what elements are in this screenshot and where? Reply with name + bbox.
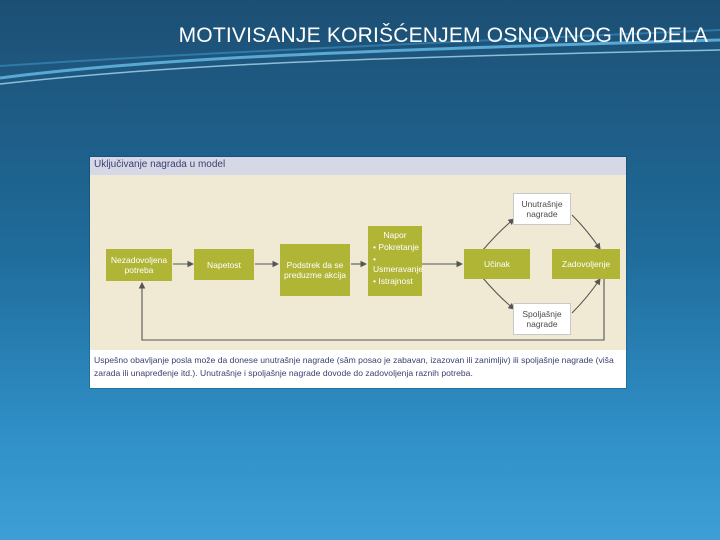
box-napor [368, 226, 422, 296]
napor-item: • Usmeravanje [368, 254, 423, 274]
model-figure [90, 157, 626, 388]
box-unutrasnje-nagrade: Unutrašnje nagrade [513, 193, 571, 225]
box-spoljasnje-nagrade: Spoljašnje nagrade [513, 303, 571, 335]
arrow-ucinak-unutrasnje [482, 219, 514, 251]
slide-title: MOTIVISANJE KORIŠĆENJEM OSNOVNOG MODELA [178, 24, 708, 47]
napor-title: Napor [383, 230, 407, 240]
box-nezadovoljena-potreba: Nezadovoljena potreba [106, 249, 172, 281]
napor-item: • Istrajnost [368, 276, 413, 286]
arrow-unutrasnje-zadovoljenje [572, 215, 600, 249]
arrow-ucinak-spoljasnje [482, 277, 514, 309]
box-ucinak: Učinak [464, 249, 530, 279]
napor-item: • Pokretanje [368, 242, 419, 252]
box-podstrek: Podstrek da se preduzme akcija [280, 244, 350, 296]
figure-title: Uključivanje nagrada u model [94, 159, 226, 170]
figure-caption: Uspešno obavljanje posla može da donese unutrašnje nagrade (sâm posao je zabavan, izazovan ili zanimljiv) ili spoljašnje nagrade (viša zarada ili unapređenje itd.). Unutrašnje i spoljašnje nagrade dovode do zadovoljenja raznih potreba. [90, 350, 626, 388]
arrow-spoljasnje-zadovoljenje [572, 279, 600, 313]
box-zadovoljenje: Zadovoljenje [552, 249, 620, 279]
box-napetost: Napetost [194, 249, 254, 280]
